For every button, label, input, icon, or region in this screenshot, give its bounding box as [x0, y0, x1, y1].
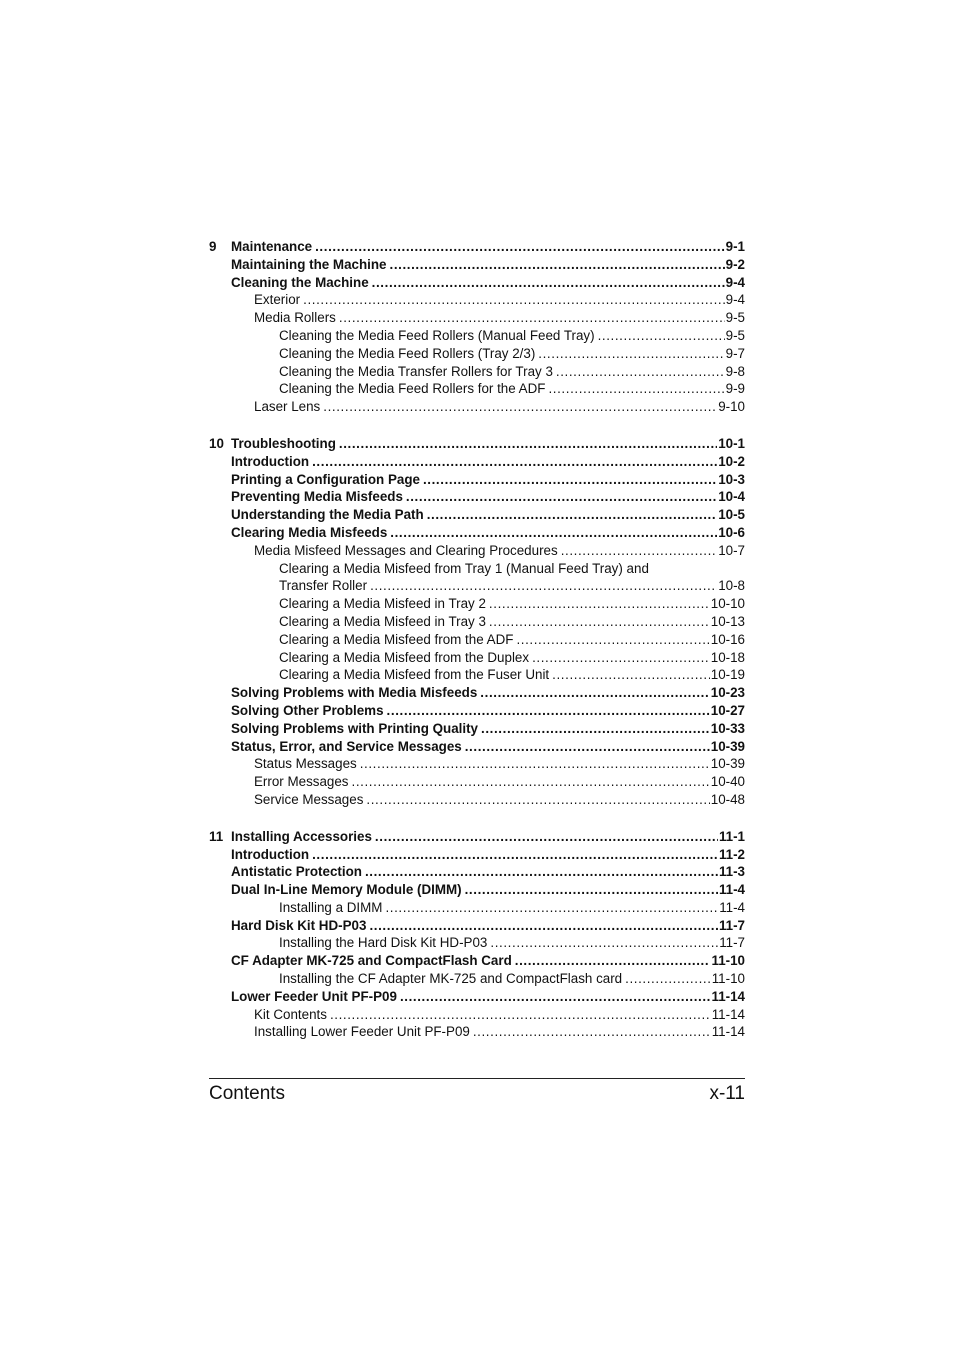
dot-leader: [473, 1023, 711, 1041]
toc-entry-title: Status, Error, and Service Messages: [231, 738, 462, 754]
toc-entry-page: 10-27: [710, 702, 745, 718]
toc-entry-title: Cleaning the Machine: [231, 274, 369, 290]
toc-entry-title: CF Adapter MK-725 and CompactFlash Card: [231, 953, 512, 969]
toc-entry[interactable]: [209, 560, 745, 578]
toc-entry-title: Transfer Roller: [279, 578, 368, 594]
toc-entry-title: Preventing Media Misfeeds: [231, 489, 403, 505]
toc-entry[interactable]: [209, 881, 745, 899]
toc-entry[interactable]: [209, 471, 745, 489]
dot-leader: [366, 791, 709, 809]
toc-entry[interactable]: [209, 720, 745, 738]
toc-entry[interactable]: [209, 738, 745, 756]
toc-entry-title: Solving Other Problems: [231, 702, 384, 718]
toc-entry-title: Clearing a Media Misfeed in Tray 3: [279, 613, 486, 629]
toc-entry[interactable]: [209, 542, 745, 560]
dot-leader: [360, 755, 710, 773]
toc-entry-title: Installing Lower Feeder Unit PF-P09: [254, 1024, 470, 1040]
toc-entry-page: 10-8: [718, 578, 745, 594]
toc-entry-title: Media Misfeed Messages and Clearing Procedures: [254, 542, 558, 558]
footer-section-title: Contents: [209, 1083, 286, 1104]
dot-leader: [303, 291, 725, 309]
dot-leader: [427, 506, 717, 524]
toc-entry-title: Understanding the Media Path: [231, 507, 424, 523]
toc-entry-page: 9-8: [725, 363, 745, 379]
dot-leader: [490, 934, 718, 952]
toc-entry-page: 10-2: [718, 453, 745, 469]
toc-entry[interactable]: [209, 380, 745, 398]
toc-entry-page: 10-13: [710, 613, 745, 629]
toc-entry[interactable]: [209, 274, 745, 292]
toc-entry[interactable]: [209, 917, 745, 935]
toc-entry-title: Dual In-Line Memory Module (DIMM): [231, 882, 462, 898]
toc-entry-title: Status Messages: [254, 756, 357, 772]
toc-entry-title: Maintenance: [231, 239, 313, 254]
toc-entry-title: Installing Accessories: [231, 828, 372, 844]
footer-page-number: x-11: [709, 1083, 745, 1104]
toc-entry[interactable]: [209, 453, 745, 471]
toc-entry-title: Printing a Configuration Page: [231, 471, 420, 487]
dot-leader: [390, 256, 725, 274]
toc-entry-page: 9-1: [725, 239, 745, 254]
toc-entry-continuation[interactable]: [209, 577, 745, 595]
toc-entry-page: 10-33: [710, 720, 745, 736]
toc-entry-page: 9-10: [718, 399, 745, 415]
dot-leader: [406, 488, 717, 506]
toc-entry-title: Installing a DIMM: [279, 899, 383, 915]
dot-leader: [372, 274, 725, 292]
toc-entry-title: Cleaning the Media Feed Rollers (Manual Feed Tray): [279, 327, 595, 343]
toc-entry[interactable]: [209, 631, 745, 649]
toc-entry[interactable]: [209, 934, 745, 952]
dot-leader: [481, 720, 710, 738]
chapter-number: 11: [209, 828, 224, 844]
toc-entry[interactable]: [209, 791, 745, 809]
toc-entry-page: 10-39: [710, 756, 745, 772]
dot-leader: [465, 738, 710, 756]
toc-entry[interactable]: [209, 327, 745, 345]
dot-leader: [423, 471, 717, 489]
toc-entry-page: 10-3: [718, 471, 745, 487]
toc-entry[interactable]: [209, 309, 745, 327]
dot-leader: [489, 613, 710, 631]
toc-entry-page: 10-5: [718, 507, 745, 523]
toc-entry-title: Clearing a Media Misfeed in Tray 2: [279, 596, 486, 612]
toc-entry-title: Kit Contents: [254, 1006, 327, 1022]
toc-entry-page: 11-14: [711, 1006, 745, 1022]
toc-entry[interactable]: [209, 256, 745, 274]
toc-entry-page: 10-40: [710, 774, 745, 790]
toc-entry-page: 11-7: [718, 917, 745, 933]
dot-leader: [375, 828, 718, 846]
toc-entry-page: 10-39: [710, 738, 745, 754]
toc-entry[interactable]: [209, 506, 745, 524]
toc-entry-page: 9-5: [725, 310, 745, 326]
toc-entry[interactable]: [209, 970, 745, 988]
toc-entry-title: Introduction: [231, 846, 310, 862]
dot-leader: [532, 649, 710, 667]
dot-leader: [323, 398, 717, 416]
toc-entry-title: Clearing a Media Misfeed from the Fuser Unit: [279, 667, 550, 683]
toc-chapter-heading[interactable]: [209, 435, 745, 453]
toc-entry[interactable]: [209, 846, 745, 864]
toc-entry[interactable]: [209, 988, 745, 1006]
dot-leader: [369, 917, 718, 935]
dot-leader: [625, 970, 711, 988]
toc-entry[interactable]: [209, 863, 745, 881]
toc-entry-page: 10-4: [718, 489, 745, 505]
toc-entry[interactable]: [209, 291, 745, 309]
toc-entry-title: Troubleshooting: [231, 435, 336, 451]
dot-leader: [538, 345, 724, 363]
toc-entry[interactable]: [209, 684, 745, 702]
toc-entry[interactable]: [209, 755, 745, 773]
toc-entry-page: 11-4: [719, 899, 745, 915]
dot-leader: [390, 524, 717, 542]
toc-entry-title: Maintaining the Machine: [231, 256, 387, 272]
chapter-number: 10: [209, 435, 224, 451]
toc-entry[interactable]: [209, 773, 745, 791]
toc-entry-page: 9-5: [725, 327, 745, 343]
dot-leader: [465, 881, 718, 899]
toc-entry-page: 11-3: [718, 864, 745, 880]
toc-entry-page: 9-4: [725, 274, 745, 290]
toc-entry-title: Solving Problems with Printing Quality: [231, 720, 479, 736]
toc-entry-page: 10-7: [718, 542, 745, 558]
dot-leader: [556, 363, 725, 381]
toc-entry[interactable]: [209, 524, 745, 542]
toc-entry-title: Clearing a Media Misfeed from Tray 1 (Manual Feed Tray) and: [279, 560, 649, 576]
dot-leader: [561, 542, 718, 560]
dot-leader: [516, 631, 709, 649]
toc-chapter: [209, 435, 745, 809]
toc-entry[interactable]: [209, 345, 745, 363]
dot-leader: [339, 435, 717, 453]
toc-entry-title: Service Messages: [254, 791, 364, 807]
toc-entry-page: 10-6: [718, 524, 745, 540]
dot-leader: [365, 863, 718, 881]
toc-entry-page: 11-14: [711, 1024, 745, 1040]
toc-entry-title: Installing the CF Adapter MK-725 and CompactFlash card: [279, 971, 623, 987]
toc-entry-title: Clearing Media Misfeeds: [231, 524, 388, 540]
dot-leader: [598, 327, 725, 345]
toc-entry-title: Clearing a Media Misfeed from the ADF: [279, 631, 514, 647]
toc-entry-title: Exterior: [254, 292, 301, 308]
toc-entry-page: 10-1: [718, 435, 745, 451]
table-of-contents: [209, 238, 745, 1060]
dot-leader: [339, 309, 725, 327]
toc-entry-page: 9-2: [725, 256, 745, 272]
toc-entry-page: 10-48: [710, 791, 745, 807]
dot-leader: [315, 238, 725, 256]
toc-entry[interactable]: [209, 595, 745, 613]
toc-entry-page: 11-10: [711, 971, 745, 987]
toc-entry[interactable]: [209, 702, 745, 720]
toc-chapter-heading[interactable]: [209, 828, 745, 846]
dot-leader: [387, 702, 710, 720]
dot-leader: [548, 380, 724, 398]
toc-entry-page: 11-4: [718, 882, 745, 898]
toc-entry-title: Installing the Hard Disk Kit HD-P03: [279, 935, 488, 951]
footer-divider: [209, 1078, 745, 1079]
toc-entry[interactable]: [209, 398, 745, 416]
toc-entry-title: Lower Feeder Unit PF-P09: [231, 988, 397, 1004]
toc-entry-title: Solving Problems with Media Misfeeds: [231, 685, 478, 701]
toc-entry-title: Clearing a Media Misfeed from the Duplex: [279, 649, 530, 665]
toc-entry[interactable]: [209, 952, 745, 970]
dot-leader: [515, 952, 711, 970]
toc-entry[interactable]: [209, 488, 745, 506]
toc-entry-page: 9-9: [725, 381, 745, 397]
toc-entry-page: 9-4: [725, 292, 745, 308]
toc-chapter-heading[interactable]: [209, 238, 745, 256]
dot-leader: [312, 453, 717, 471]
dot-leader: [552, 666, 710, 684]
toc-entry-title: Media Rollers: [254, 310, 336, 326]
toc-entry-title: Introduction: [231, 453, 310, 469]
toc-entry[interactable]: [209, 649, 745, 667]
toc-entry-title: Antistatic Protection: [231, 864, 362, 880]
toc-entry[interactable]: [209, 613, 745, 631]
dot-leader: [370, 577, 717, 595]
toc-entry-page: 9-7: [725, 345, 745, 361]
toc-entry-title: Hard Disk Kit HD-P03: [231, 917, 367, 933]
toc-entry-page: 11-1: [718, 828, 745, 844]
toc-entry[interactable]: [209, 363, 745, 381]
toc-entry[interactable]: [209, 1023, 745, 1041]
toc-entry-page: 10-18: [710, 649, 745, 665]
toc-entry-page: 11-2: [718, 846, 745, 862]
toc-entry-title: Laser Lens: [254, 399, 321, 415]
dot-leader: [312, 846, 718, 864]
dot-leader: [352, 773, 710, 791]
toc-entry-title: Cleaning the Media Transfer Rollers for Tray 3: [279, 363, 553, 379]
toc-entry-page: 11-14: [711, 988, 745, 1004]
toc-entry-page: 10-10: [710, 596, 745, 612]
toc-entry-page: 10-16: [710, 631, 745, 647]
toc-entry-page: 11-10: [711, 953, 745, 969]
toc-entry-page: 11-7: [719, 935, 745, 951]
toc-chapter: [209, 238, 745, 416]
toc-entry-title: Cleaning the Media Feed Rollers for the ADF: [279, 381, 546, 397]
chapter-number: 9: [209, 239, 217, 254]
toc-entry[interactable]: [209, 899, 745, 917]
toc-entry[interactable]: [209, 666, 745, 684]
dot-leader: [385, 899, 718, 917]
toc-entry-title: Error Messages: [254, 774, 349, 790]
dot-leader: [330, 1006, 711, 1024]
toc-entry-title: Cleaning the Media Feed Rollers (Tray 2/3): [279, 345, 536, 361]
dot-leader: [400, 988, 711, 1006]
toc-entry-page: 10-19: [710, 667, 745, 683]
toc-entry-page: 10-23: [710, 685, 745, 701]
toc-chapter: [209, 828, 745, 1042]
dot-leader: [489, 595, 710, 613]
dot-leader: [480, 684, 709, 702]
toc-entry[interactable]: [209, 1006, 745, 1024]
